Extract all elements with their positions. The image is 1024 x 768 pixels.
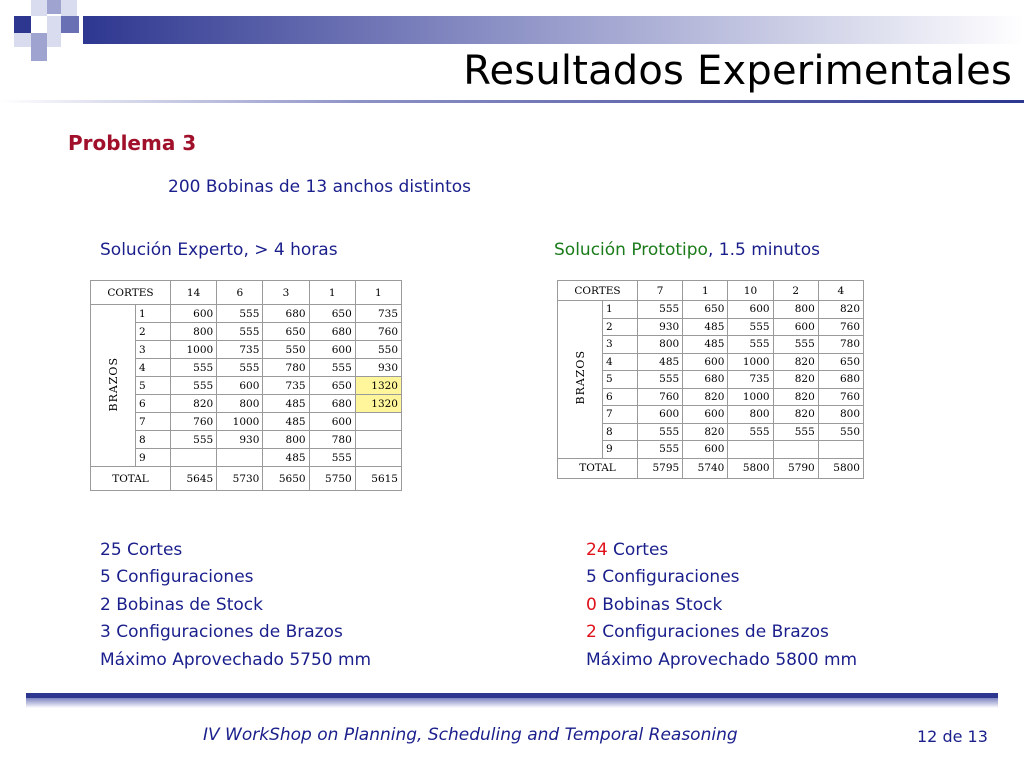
table-cell: 555 xyxy=(773,336,818,354)
cortes-count-cell: 6 xyxy=(217,281,263,305)
table-cell: 820 xyxy=(683,423,728,441)
table-cell: 800 xyxy=(171,323,217,341)
table-cell: 650 xyxy=(309,305,355,323)
table-cell: 600 xyxy=(773,318,818,336)
brazo-number-cell: 6 xyxy=(136,395,171,413)
deco-square xyxy=(31,16,47,33)
right-heading xyxy=(554,240,820,260)
table-cell: 600 xyxy=(683,353,728,371)
table-cell: 800 xyxy=(773,301,818,319)
stat-text: Configuraciones de Brazos xyxy=(596,622,829,643)
table-cell: 555 xyxy=(217,359,263,377)
cortes-header: CORTES xyxy=(558,281,638,301)
table-cell: 680 xyxy=(683,371,728,389)
cortes-count-cell: 14 xyxy=(171,281,217,305)
table-row xyxy=(558,336,864,354)
table-row xyxy=(558,318,864,336)
total-cell: 5650 xyxy=(263,467,309,491)
brazo-number-cell: 3 xyxy=(603,336,638,354)
table-cell: 1000 xyxy=(728,353,773,371)
header-gradient-bar xyxy=(83,16,1024,44)
cortes-count-cell: 1 xyxy=(355,281,401,305)
total-cell: 5750 xyxy=(309,467,355,491)
table-header-row xyxy=(91,281,402,305)
table-cell: 930 xyxy=(638,318,683,336)
table-row xyxy=(91,359,402,377)
table-cell: 600 xyxy=(728,301,773,319)
deco-square xyxy=(14,16,31,33)
table-cell: 485 xyxy=(263,395,309,413)
table-cell: 555 xyxy=(773,423,818,441)
table-cell: 485 xyxy=(263,449,309,467)
table-cell: 800 xyxy=(728,406,773,424)
table-cell: 485 xyxy=(683,318,728,336)
table-cell: 600 xyxy=(638,406,683,424)
table-cell: 760 xyxy=(818,318,863,336)
table-header-row xyxy=(558,281,864,301)
table-cell: 600 xyxy=(309,341,355,359)
brazo-number-cell: 4 xyxy=(136,359,171,377)
stat-line: 5 Configuraciones xyxy=(586,567,740,588)
brazo-number-cell: 5 xyxy=(603,371,638,389)
stat-text: Bobinas Stock xyxy=(596,594,723,615)
deco-square xyxy=(31,33,47,47)
table-cell: 680 xyxy=(263,305,309,323)
right-heading-time: , 1.5 minutos xyxy=(707,240,820,260)
cortes-count-cell: 1 xyxy=(683,281,728,301)
table-row xyxy=(91,377,402,395)
table-cell: 760 xyxy=(818,388,863,406)
table-cell: 550 xyxy=(263,341,309,359)
table-cell: 735 xyxy=(217,341,263,359)
table-row xyxy=(91,431,402,449)
table-cell: 680 xyxy=(818,371,863,389)
stat-line: 5 Configuraciones xyxy=(100,567,254,588)
left-heading-time: , > 4 horas xyxy=(243,240,338,260)
deco-square xyxy=(47,33,61,47)
table-row xyxy=(91,395,402,413)
cortes-count-cell: 3 xyxy=(263,281,309,305)
total-cell: 5730 xyxy=(217,467,263,491)
cortes-count-cell: 4 xyxy=(818,281,863,301)
table-cell: 650 xyxy=(263,323,309,341)
title-underline xyxy=(0,100,1024,103)
table-cell: 1000 xyxy=(171,341,217,359)
table-cell xyxy=(355,449,401,467)
table-cell: 555 xyxy=(309,449,355,467)
table-cell: 780 xyxy=(309,431,355,449)
table-cell: 800 xyxy=(217,395,263,413)
cortes-header: CORTES xyxy=(91,281,171,305)
cortes-count-cell: 7 xyxy=(638,281,683,301)
deco-square xyxy=(31,0,47,16)
table-cell: 485 xyxy=(263,413,309,431)
table-row xyxy=(558,388,864,406)
table-row xyxy=(558,371,864,389)
table-cell: 600 xyxy=(683,406,728,424)
problem-label: Problema 3 xyxy=(68,131,197,155)
stat-line: 2 Bobinas de Stock xyxy=(100,594,263,615)
table-cell: 800 xyxy=(818,406,863,424)
table-cell: 780 xyxy=(263,359,309,377)
table-row xyxy=(91,341,402,359)
table-row xyxy=(91,305,402,323)
left-heading-name: Solución Experto xyxy=(100,240,244,260)
table-cell: 1320 xyxy=(355,377,401,395)
brazos-label-cell xyxy=(558,301,603,459)
stat-line xyxy=(586,619,857,646)
table-cell: 555 xyxy=(171,431,217,449)
brazos-label: BRAZOS xyxy=(106,356,120,412)
table-cell: 680 xyxy=(309,323,355,341)
table-cell: 555 xyxy=(171,377,217,395)
brazo-number-cell: 9 xyxy=(136,449,171,467)
brazo-number-cell: 8 xyxy=(603,423,638,441)
table-cell: 735 xyxy=(728,371,773,389)
brazo-number-cell: 6 xyxy=(603,388,638,406)
table-cell: 820 xyxy=(171,395,217,413)
brazo-number-cell: 7 xyxy=(136,413,171,431)
table-cell: 930 xyxy=(217,431,263,449)
brazo-number-cell: 7 xyxy=(603,406,638,424)
brazo-number-cell: 9 xyxy=(603,441,638,459)
table-cell: 1320 xyxy=(355,395,401,413)
table-cell xyxy=(355,413,401,431)
stat-highlight: 2 xyxy=(586,622,597,643)
table-cell: 550 xyxy=(355,341,401,359)
prototype-solution-table xyxy=(557,280,864,479)
stat-line: Máximo Aprovechado 5800 mm xyxy=(586,649,858,670)
table-cell: 820 xyxy=(773,353,818,371)
table-row xyxy=(91,413,402,431)
table-cell: 555 xyxy=(217,323,263,341)
table-cell: 555 xyxy=(728,423,773,441)
expert-solution-table xyxy=(90,280,402,491)
table-cell: 555 xyxy=(728,318,773,336)
brazo-number-cell: 8 xyxy=(136,431,171,449)
right-heading-name: Solución Prototipo xyxy=(554,240,708,260)
problem-description: 200 Bobinas de 13 anchos distintos xyxy=(168,177,472,197)
total-cell: 5645 xyxy=(171,467,217,491)
stat-highlight: 24 xyxy=(586,540,608,560)
table-cell: 600 xyxy=(309,413,355,431)
stat-line: 25 Cortes xyxy=(100,540,183,560)
table-cell: 555 xyxy=(638,423,683,441)
table-cell: 680 xyxy=(309,395,355,413)
table-cell: 555 xyxy=(309,359,355,377)
table-cell: 600 xyxy=(171,305,217,323)
table-cell: 555 xyxy=(638,301,683,319)
brazo-number-cell: 4 xyxy=(603,353,638,371)
table-cell xyxy=(217,449,263,467)
cortes-count-cell: 2 xyxy=(773,281,818,301)
table-cell: 760 xyxy=(638,388,683,406)
cortes-count-cell: 1 xyxy=(309,281,355,305)
stat-line: 3 Configuraciones de Brazos xyxy=(100,622,343,643)
table-cell: 820 xyxy=(818,301,863,319)
table-row xyxy=(91,323,402,341)
table-cell: 820 xyxy=(773,371,818,389)
cortes-count-cell: 10 xyxy=(728,281,773,301)
stat-highlight: 0 xyxy=(586,594,597,615)
deco-square xyxy=(47,16,61,33)
table-row xyxy=(91,449,402,467)
table-cell xyxy=(171,449,217,467)
stat-line xyxy=(586,537,857,564)
table-cell: 555 xyxy=(171,359,217,377)
table-cell: 555 xyxy=(728,336,773,354)
table-cell: 600 xyxy=(683,441,728,459)
total-label: TOTAL xyxy=(91,467,171,491)
table-cell: 820 xyxy=(773,406,818,424)
page-number: 12 de 13 xyxy=(917,727,988,746)
table-cell: 800 xyxy=(263,431,309,449)
total-cell: 5795 xyxy=(638,458,683,478)
table-cell: 650 xyxy=(818,353,863,371)
deco-square xyxy=(14,33,31,47)
table-cell: 485 xyxy=(683,336,728,354)
table-row xyxy=(558,423,864,441)
table-cell: 555 xyxy=(217,305,263,323)
total-cell: 5740 xyxy=(683,458,728,478)
table-cell xyxy=(355,431,401,449)
brazo-number-cell: 1 xyxy=(603,301,638,319)
total-cell: 5615 xyxy=(355,467,401,491)
table-row xyxy=(558,301,864,319)
table-cell: 650 xyxy=(309,377,355,395)
prototype-stats xyxy=(586,537,857,674)
table-cell: 930 xyxy=(355,359,401,377)
table-cell: 555 xyxy=(638,441,683,459)
table-row xyxy=(558,441,864,459)
stat-line: Máximo Aprovechado 5750 mm xyxy=(100,649,372,670)
stat-line xyxy=(586,592,857,619)
total-cell: 5800 xyxy=(728,458,773,478)
table-cell: 760 xyxy=(355,323,401,341)
expert-stats xyxy=(100,537,371,674)
footer-text: IV WorkShop on Planning, Scheduling and Temporal Reasoning xyxy=(203,725,738,745)
table-cell: 650 xyxy=(683,301,728,319)
table-cell: 760 xyxy=(171,413,217,431)
table-cell: 800 xyxy=(638,336,683,354)
deco-square xyxy=(61,16,79,33)
table-cell: 1000 xyxy=(728,388,773,406)
footer-rule-shadow xyxy=(26,698,998,708)
total-cell: 5790 xyxy=(773,458,818,478)
table-cell xyxy=(773,441,818,459)
table-cell: 820 xyxy=(773,388,818,406)
brazos-label: BRAZOS xyxy=(573,350,587,405)
table-cell xyxy=(818,441,863,459)
brazo-number-cell: 3 xyxy=(136,341,171,359)
deco-square xyxy=(61,0,77,16)
table-row xyxy=(558,406,864,424)
table-cell xyxy=(728,441,773,459)
brazo-number-cell: 2 xyxy=(603,318,638,336)
left-heading xyxy=(100,240,338,260)
table-cell: 735 xyxy=(355,305,401,323)
stat-text: Cortes xyxy=(607,540,669,560)
table-total-row xyxy=(91,467,402,491)
total-cell: 5800 xyxy=(818,458,863,478)
total-label: TOTAL xyxy=(558,458,638,478)
table-cell: 735 xyxy=(263,377,309,395)
deco-square xyxy=(47,0,61,14)
brazo-number-cell: 2 xyxy=(136,323,171,341)
brazo-number-cell: 5 xyxy=(136,377,171,395)
table-cell: 820 xyxy=(683,388,728,406)
table-cell: 600 xyxy=(217,377,263,395)
slide-title: Resultados Experimentales xyxy=(463,48,1012,94)
brazo-number-cell: 1 xyxy=(136,305,171,323)
table-cell: 550 xyxy=(818,423,863,441)
table-row xyxy=(558,353,864,371)
brazos-label-cell xyxy=(91,305,136,467)
table-cell: 780 xyxy=(818,336,863,354)
table-cell: 1000 xyxy=(217,413,263,431)
table-cell: 555 xyxy=(638,371,683,389)
table-total-row xyxy=(558,458,864,478)
table-cell: 485 xyxy=(638,353,683,371)
